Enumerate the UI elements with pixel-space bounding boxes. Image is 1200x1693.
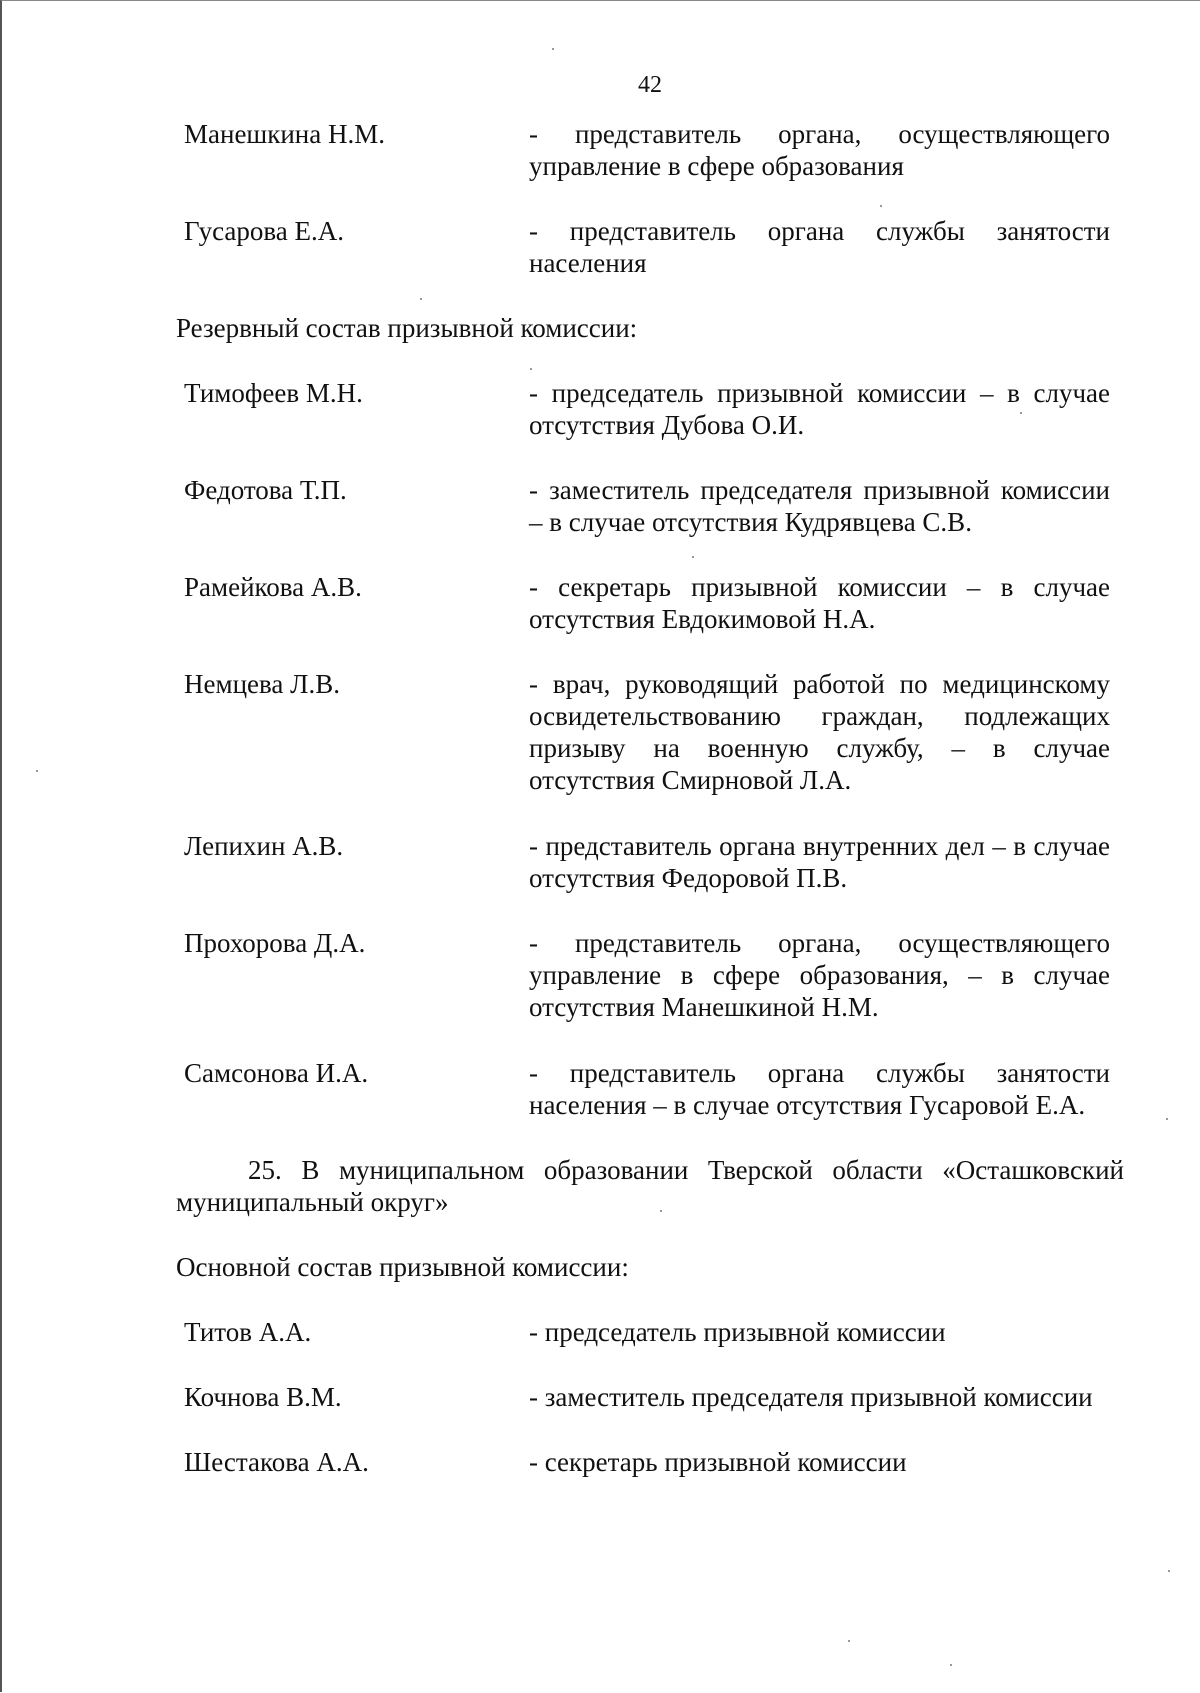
member-name: Манешкина Н.М. <box>184 119 385 149</box>
member-name: Титов А.А. <box>184 1317 312 1347</box>
member-role: - представитель органа, осуществляющего управление в сфере образования, – в случае отсутствия Манешкиной Н.М. <box>529 928 1110 1022</box>
scan-speck <box>660 1210 662 1212</box>
reserve-heading: Резервный состав призывной комиссии: <box>176 313 638 343</box>
member-role: - председатель призывной комиссии <box>529 1317 946 1347</box>
member-role: - представитель органа внутренних дел – в случае отсутствия Федоровой П.В. <box>529 831 1110 893</box>
scan-speck <box>880 205 882 207</box>
scan-speck <box>1168 1570 1170 1572</box>
member-role: - врач, руководящий работой по медицинскому освидетельствованию граждан, подлежащих призыву на военную службу, – в случае отсутствия Смирновой Л.А. <box>529 669 1110 795</box>
scan-speck <box>1166 1118 1168 1120</box>
member-role: - представитель органа службы занятости населения <box>529 216 1110 278</box>
scan-speck <box>36 770 38 772</box>
member-role: - заместитель председателя призывной комиссии <box>529 1382 1093 1412</box>
section-paragraph: 25. В муниципальном образовании Тверской области «Осташковский муниципальный округ» <box>176 1155 1124 1217</box>
member-name: Рамейкова А.В. <box>184 572 362 602</box>
member-role: - председатель призывной комиссии – в случае отсутствия Дубова О.И. <box>529 378 1110 440</box>
main-heading: Основной состав призывной комиссии: <box>176 1252 629 1282</box>
member-role: - представитель органа, осуществляющего управление в сфере образования <box>529 119 1110 181</box>
member-role: - секретарь призывной комиссии <box>529 1447 907 1477</box>
page-number: 42 <box>638 72 662 98</box>
scan-speck <box>950 1664 952 1666</box>
member-name: Немцева Л.В. <box>184 669 340 699</box>
member-name: Прохорова Д.А. <box>184 928 366 958</box>
scan-speck <box>1020 412 1022 414</box>
member-name: Гусарова Е.А. <box>184 216 344 246</box>
member-name: Кочнова В.М. <box>184 1382 342 1412</box>
member-name: Тимофеев М.Н. <box>184 378 363 408</box>
scan-speck <box>848 1640 850 1642</box>
member-role: - заместитель председателя призывной комиссии – в случае отсутствия Кудрявцева С.В. <box>529 475 1110 537</box>
member-role: - представитель органа службы занятости населения – в случае отсутствия Гусаровой Е.А. <box>529 1058 1110 1120</box>
member-name: Федотова Т.П. <box>184 475 347 505</box>
member-name: Шестакова А.А. <box>184 1447 369 1477</box>
member-role: - секретарь призывной комиссии – в случае отсутствия Евдокимовой Н.А. <box>529 572 1110 634</box>
scan-speck <box>552 48 554 50</box>
scan-speck <box>530 368 532 370</box>
member-name: Самсонова И.А. <box>184 1058 369 1088</box>
scan-speck <box>420 298 422 300</box>
scan-speck <box>692 556 694 558</box>
member-name: Лепихин А.В. <box>184 831 344 861</box>
